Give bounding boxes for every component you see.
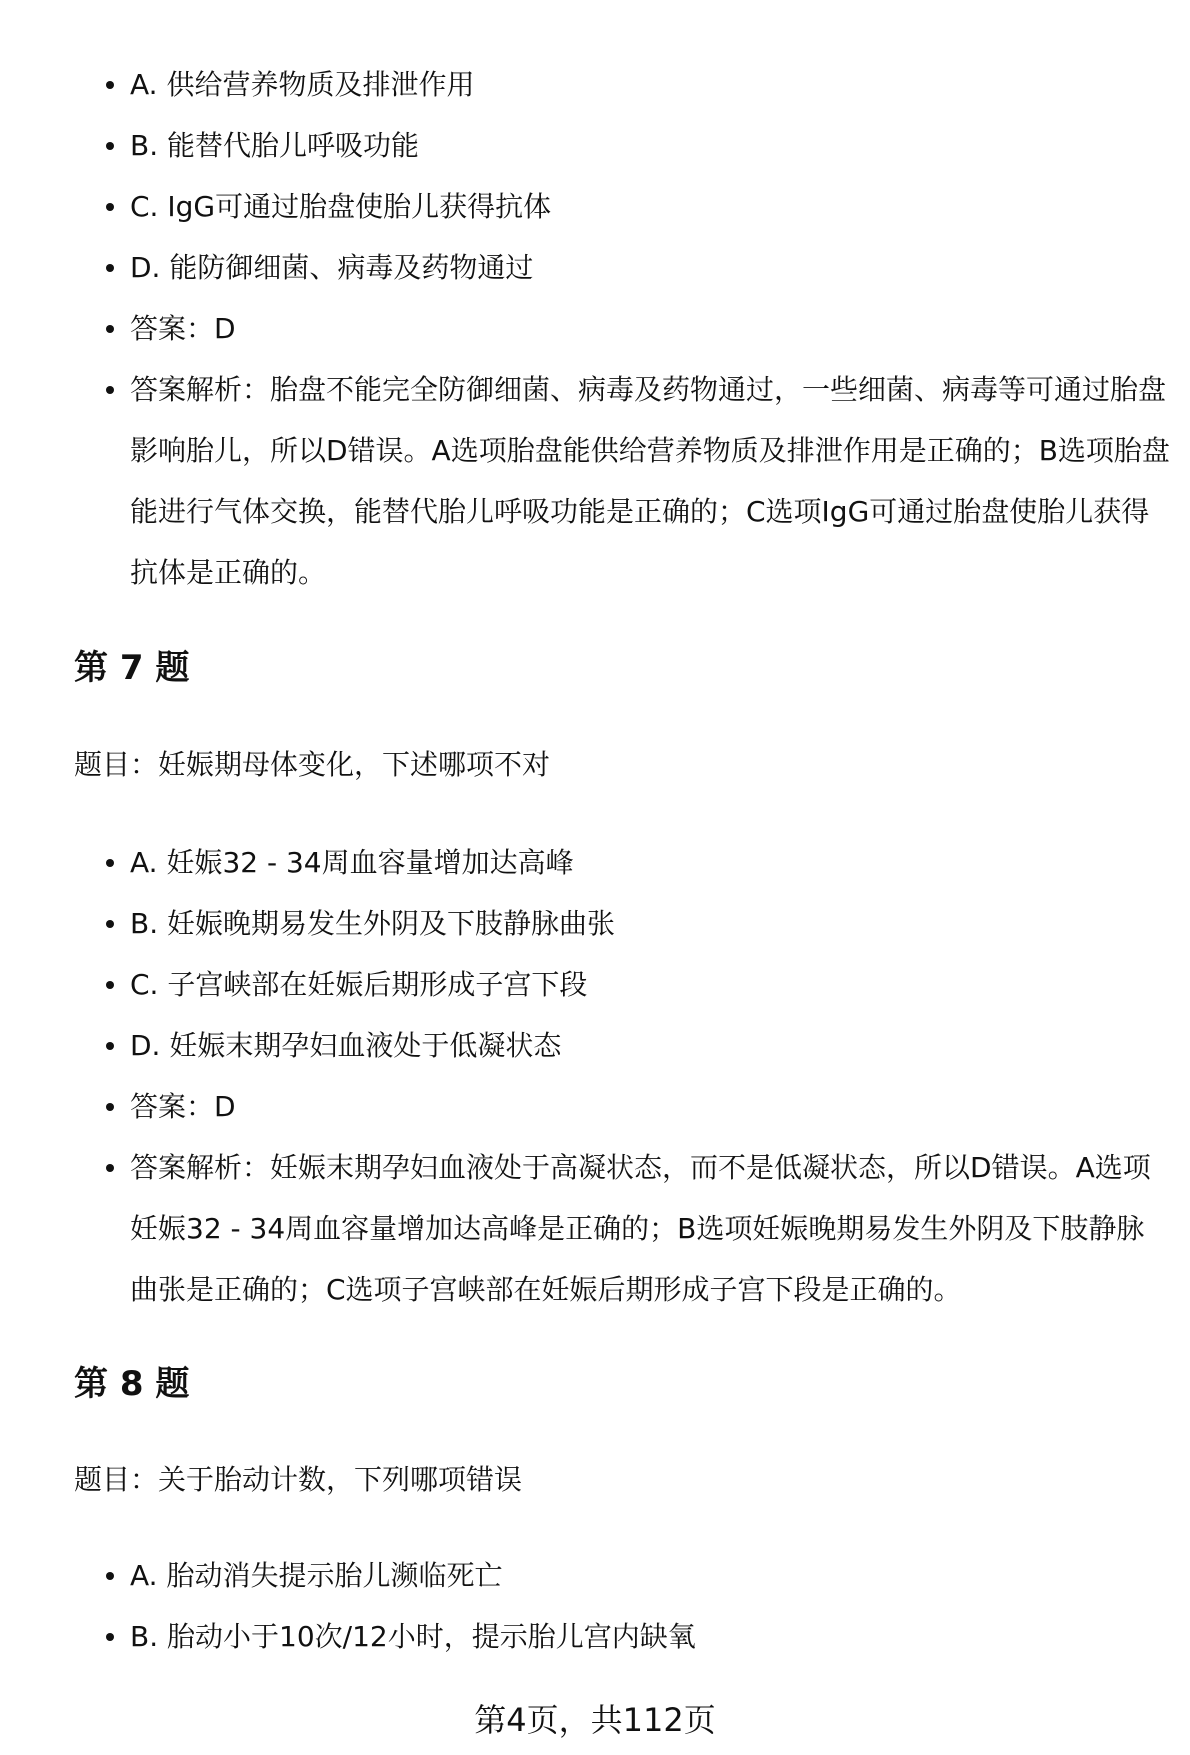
q8-option-a: A. 胎动消失提示胎儿濒临死亡 [130,1545,1170,1606]
q7-option-c: C. 子宫峡部在妊娠后期形成子宫下段 [130,954,1170,1015]
q7-option-a: A. 妊娠32 - 34周血容量增加达高峰 [130,832,1170,893]
q6-explanation: 答案解析：胎盘不能完全防御细菌、病毒及药物通过，一些细菌、病毒等可通过胎盘影响胎儿，所以D错误。A选项胎盘能供给营养物质及排泄作用是正确的；B选项胎盘能进行气体交换，能替代胎儿呼吸功能是正确的；C选项IgG可通过胎盘使胎儿获得抗体是正确的。 [130,359,1170,603]
q6-option-d: D. 能防御细菌、病毒及药物通过 [130,237,1170,298]
q7-option-list [130,832,1170,1320]
q7-question: 题目：妊娠期母体变化，下述哪项不对 [74,748,551,781]
q6-option-a: A. 供给营养物质及排泄作用 [130,54,1170,115]
q7-option-d: D. 妊娠末期孕妇血液处于低凝状态 [130,1015,1170,1076]
q6-option-c: C. IgG可通过胎盘使胎儿获得抗体 [130,176,1170,237]
q6-option-list [130,54,1170,603]
q7-heading: 第 7 题 [74,648,190,688]
q6-answer: 答案：D [130,298,1170,359]
q7-answer: 答案：D [130,1076,1170,1137]
q7-explanation: 答案解析：妊娠末期孕妇血液处于高凝状态，而不是低凝状态，所以D错误。A选项妊娠32 - 34周血容量增加达高峰是正确的；B选项妊娠晚期易发生外阴及下肢静脉曲张是正确的；C选项子宫峡部在妊娠后期形成子宫下段是正确的。 [130,1137,1170,1320]
q6-option-b: B. 能替代胎儿呼吸功能 [130,115,1170,176]
q8-option-list [130,1545,1170,1667]
q8-option-b: B. 胎动小于10次/12小时，提示胎儿宫内缺氧 [130,1606,1170,1667]
page-number-footer: 第4页，共112页 [474,1701,716,1739]
q8-heading: 第 8 题 [74,1364,190,1404]
q7-option-b: B. 妊娠晚期易发生外阴及下肢静脉曲张 [130,893,1170,954]
q8-question: 题目：关于胎动计数，下列哪项错误 [74,1463,523,1496]
